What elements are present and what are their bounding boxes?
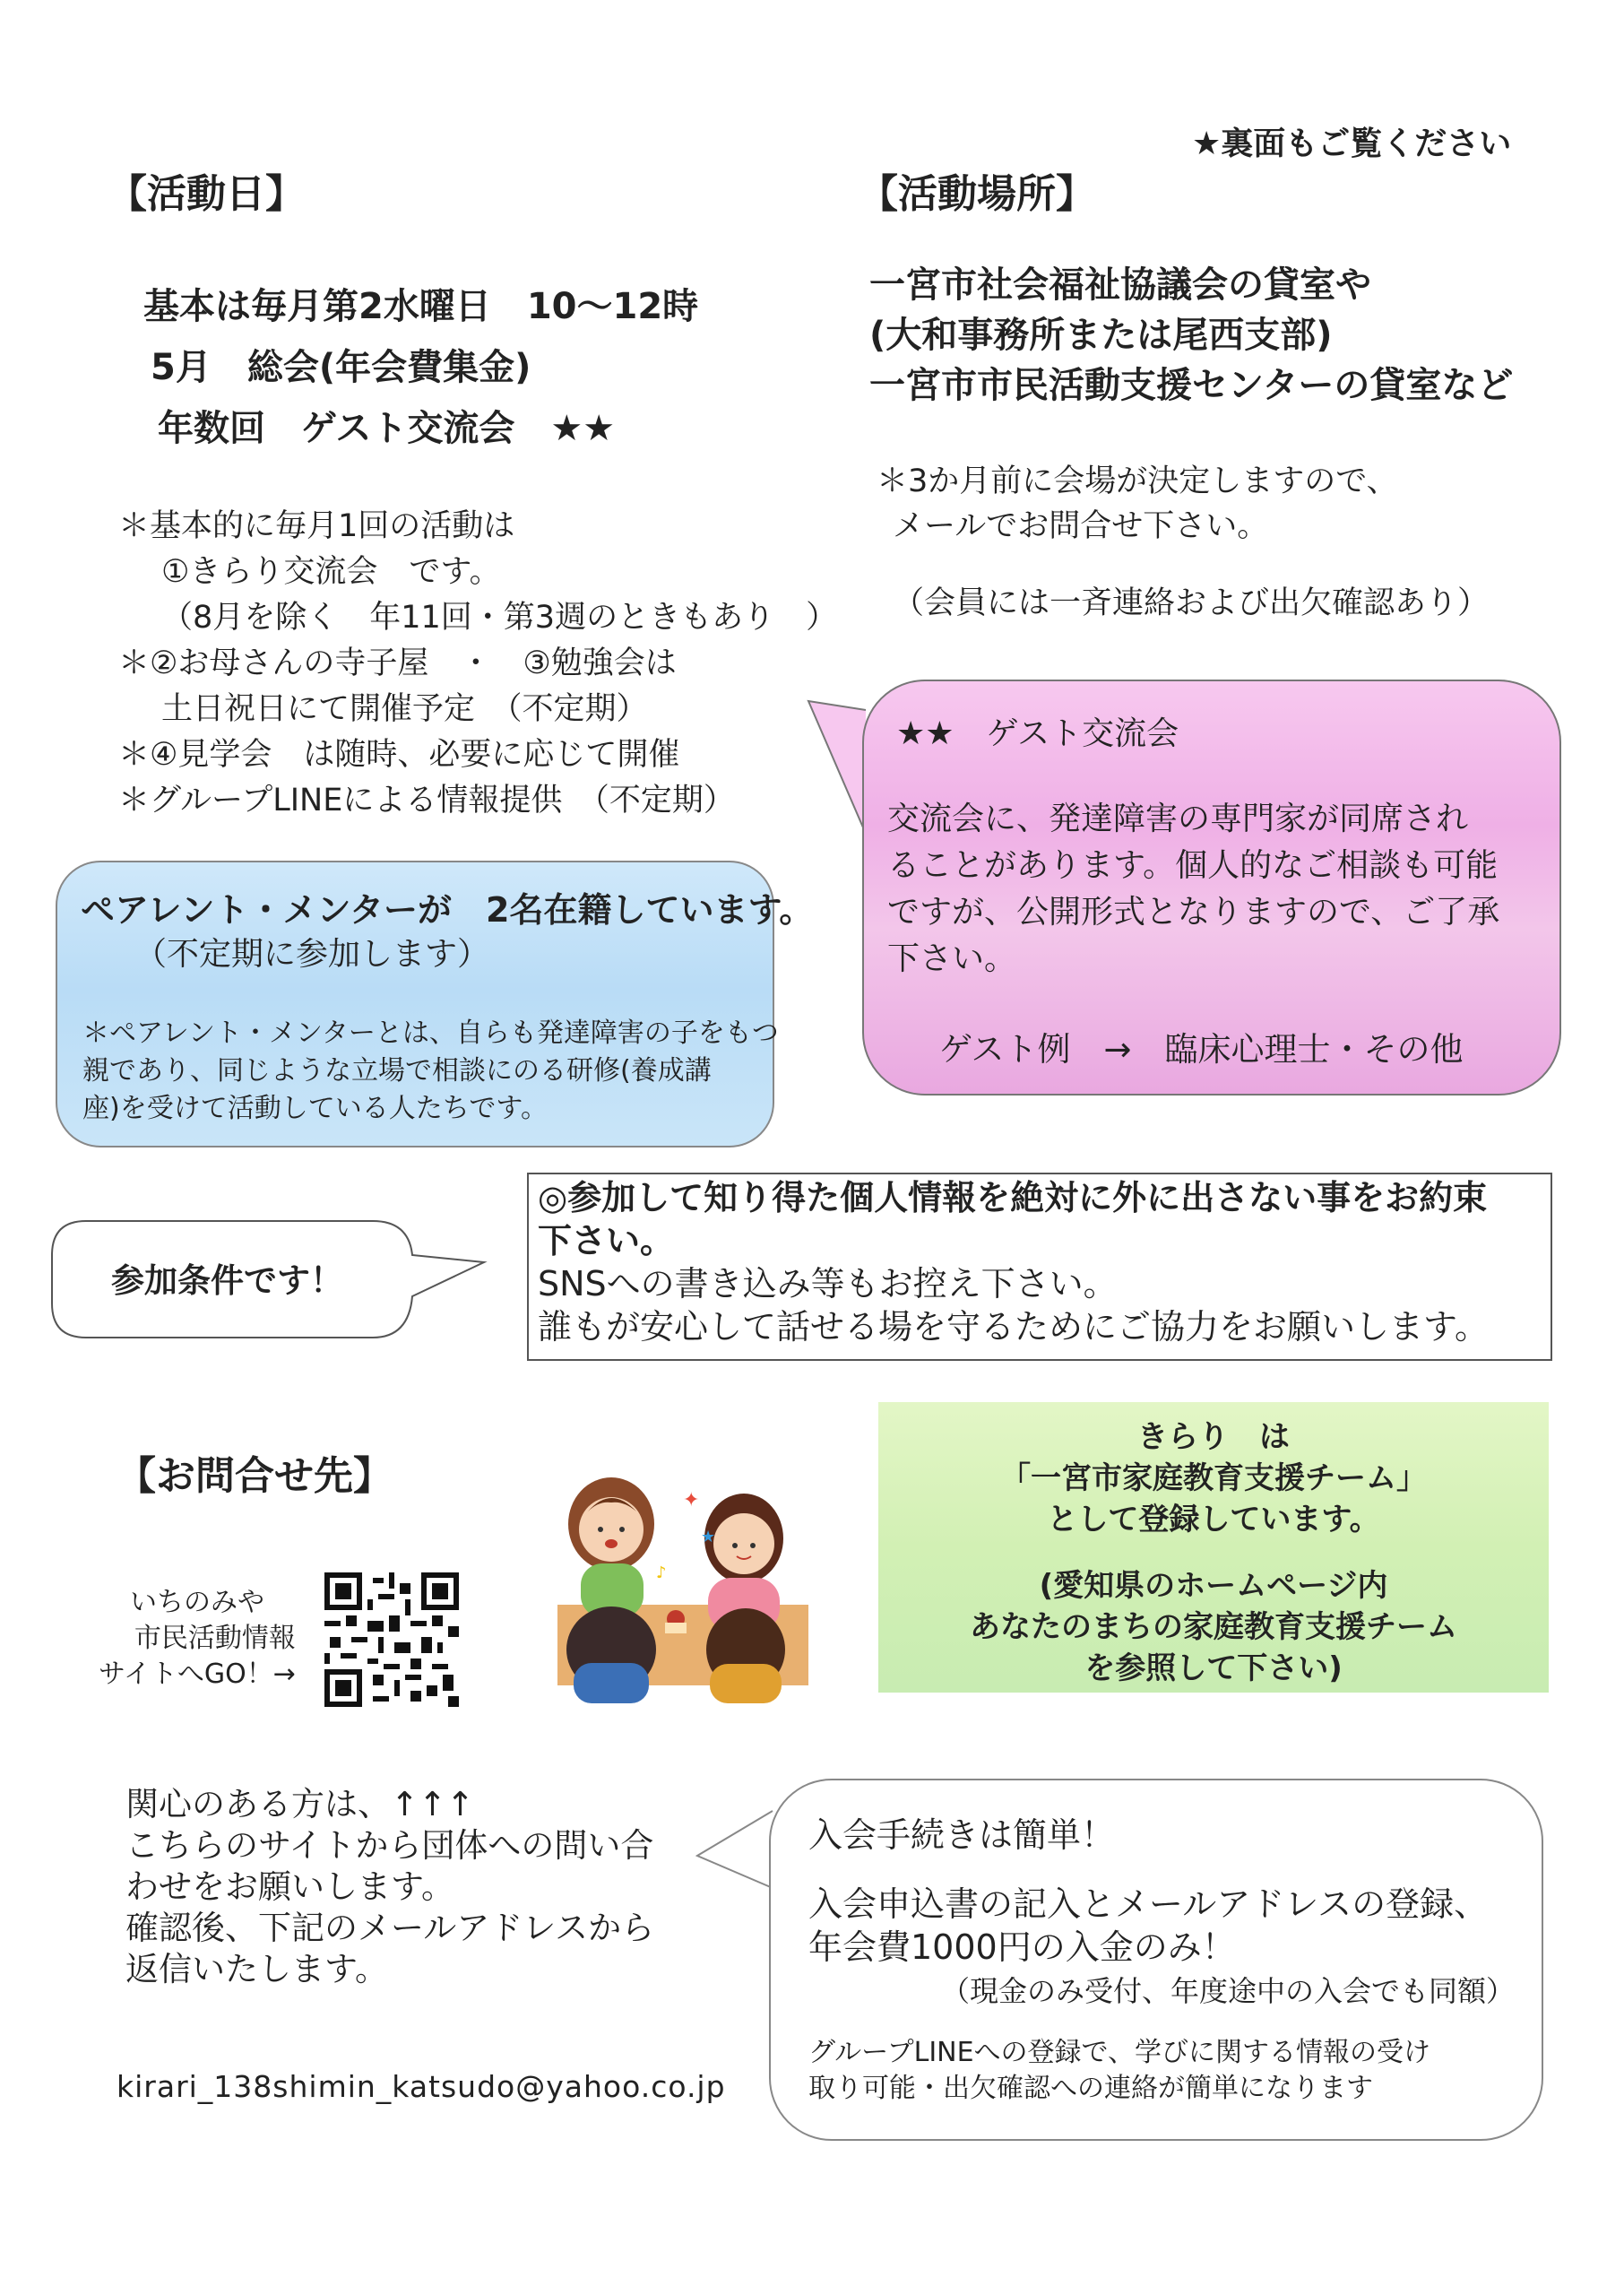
qr-caption-line: サイトへGO！→ [99, 1658, 296, 1690]
instruction-line: 返信いたします。 [125, 1950, 389, 1988]
qr-code[interactable] [324, 1572, 459, 1707]
back-side-note: ★裏面もご覧ください [1192, 126, 1512, 162]
svg-text:✦: ✦ [683, 1489, 700, 1511]
parent-mentor-note [82, 1015, 779, 1128]
place-note-line: ＊3か月前に会場が決定しますので、 [877, 463, 1398, 499]
contact-heading: 【お問合せ先】 [117, 1453, 393, 1499]
join-body-line: 入会申込書の記入とメールアドレスの登録、 [808, 1884, 1489, 1924]
activity-place-notes [877, 459, 1489, 626]
guest-exchange-body [887, 796, 1499, 983]
activity-days-notes [118, 504, 837, 824]
team-line: (愛知県のホームページ内 [1039, 1568, 1388, 1604]
place-note-line: メールでお問合せ下さい。 [893, 508, 1269, 544]
guest-example: ゲスト例 → 臨床心理士・その他 [939, 1030, 1464, 1069]
join-bubble-tail [695, 1802, 776, 1901]
join-line-info [808, 2035, 1430, 2107]
support-team-text [878, 1416, 1549, 1689]
line-info-line: グループLINEへの登録で、学びに関する情報の受け [808, 2037, 1430, 2068]
rules-line: ◎参加して知り得た個人情報を絶対に外に出さない事をお約束 [538, 1178, 1488, 1217]
svg-text:♪: ♪ [656, 1563, 667, 1582]
days-line: 5月 総会(年会費集金) [151, 347, 531, 388]
team-line: として登録しています。 [1047, 1502, 1380, 1537]
qr-caption-line: いちのみや [129, 1587, 264, 1618]
place-line: 一宮市社会福祉協議会の貸室や [869, 264, 1371, 306]
team-line: 「一宮市家庭教育支援チーム」 [1000, 1460, 1427, 1496]
svg-text:★: ★ [701, 1528, 716, 1546]
activity-days-main [143, 276, 698, 459]
join-body [808, 1883, 1488, 1969]
mentor-note-line: ＊ペアレント・メンターとは、自らも発達障害の子をもつ [82, 1018, 779, 1049]
mentor-note-line: 親であり、同じような立場で相談にのる研修(養成講 [82, 1055, 712, 1087]
join-body-line: 年会費1000円の入金のみ！ [808, 1927, 1236, 1967]
guest-body-line: ることがあります。個人的なご相談も可能 [887, 847, 1499, 884]
note-line: （8月を除く 年11回・第3週のときもあり ） [161, 600, 838, 636]
conditions-label: 参加条件です！ [111, 1261, 343, 1300]
line-info-line: 取り可能・出欠確認への連絡が簡単になります [808, 2073, 1373, 2104]
guest-body-line: 交流会に、発達障害の専門家が同席され [887, 801, 1469, 837]
instruction-line: わせをお願いします。 [125, 1867, 455, 1906]
team-line: あなたのまちの家庭教育支援チーム [970, 1609, 1457, 1645]
qr-caption-line: 市民活動情報 [134, 1623, 296, 1654]
join-title: 入会手続きは簡単！ [808, 1815, 1116, 1855]
note-line: ＊基本的に毎月1回の活動は [118, 508, 515, 544]
days-line: 基本は毎月第2水曜日 10～12時 [143, 286, 699, 327]
parent-mentor-subtitle: （不定期に参加します） [134, 936, 490, 973]
note-line: ＊④見学会 は随時、必要に応じて開催 [118, 737, 680, 773]
rules-line: 誰もが安心して話せる場を守るためにご協力をお願いします。 [538, 1307, 1489, 1347]
team-line: を参照して下さい) [1084, 1650, 1343, 1686]
instruction-line: 確認後、下記のメールアドレスから [125, 1909, 655, 1947]
contact-email[interactable]: kirari_138shimin_katsudo@yahoo.co.jp [117, 2069, 726, 2104]
family-illustration [549, 1452, 817, 1703]
guest-body-line: ですが、公開形式となりますので、ご了承 [887, 894, 1500, 931]
note-line: ①きらり交流会 です。 [161, 554, 501, 590]
place-line: 一宮市市民活動支援センターの貸室など [869, 365, 1514, 406]
note-line: 土日祝日にて開催予定 （不定期） [161, 691, 648, 727]
team-line: きらり は [1137, 1419, 1290, 1455]
activity-place-heading: 【活動場所】 [859, 171, 1095, 217]
activity-place-main [869, 260, 1513, 411]
join-note: （現金のみ受付、年度途中の入会でも同額） [941, 1974, 1516, 2008]
guest-exchange-title: ★★ ゲスト交流会 [896, 715, 1179, 752]
note-line: ＊グループLINEによる情報提供 （不定期） [118, 783, 735, 818]
parent-mentor-title: ペアレント・メンターが 2名在籍しています。 [81, 890, 814, 930]
mentor-note-line: 座)を受けて活動している人たちです。 [82, 1093, 549, 1124]
place-note-line: （会員には一斉連絡および出欠確認あり） [893, 585, 1490, 621]
instruction-line: 関心のある方は、↑↑↑ [125, 1785, 475, 1823]
rules-text [538, 1176, 1489, 1348]
note-line: ＊②お母さんの寺子屋 ・ ③勉強会は [118, 645, 677, 681]
contact-instructions [125, 1784, 654, 1990]
rules-line: SNSへの書き込み等もお控え下さい。 [538, 1264, 1118, 1303]
activity-days-heading: 【活動日】 [108, 171, 305, 217]
place-line: (大和事務所または尾西支部) [869, 315, 1333, 356]
guest-body-line: 下さい。 [887, 940, 1017, 977]
qr-caption [99, 1585, 296, 1693]
days-line: 年数回 ゲスト交流会 ★★ [158, 408, 616, 449]
instruction-line: こちらのサイトから団体への問い合 [125, 1826, 654, 1865]
rules-line: 下さい。 [538, 1221, 675, 1260]
